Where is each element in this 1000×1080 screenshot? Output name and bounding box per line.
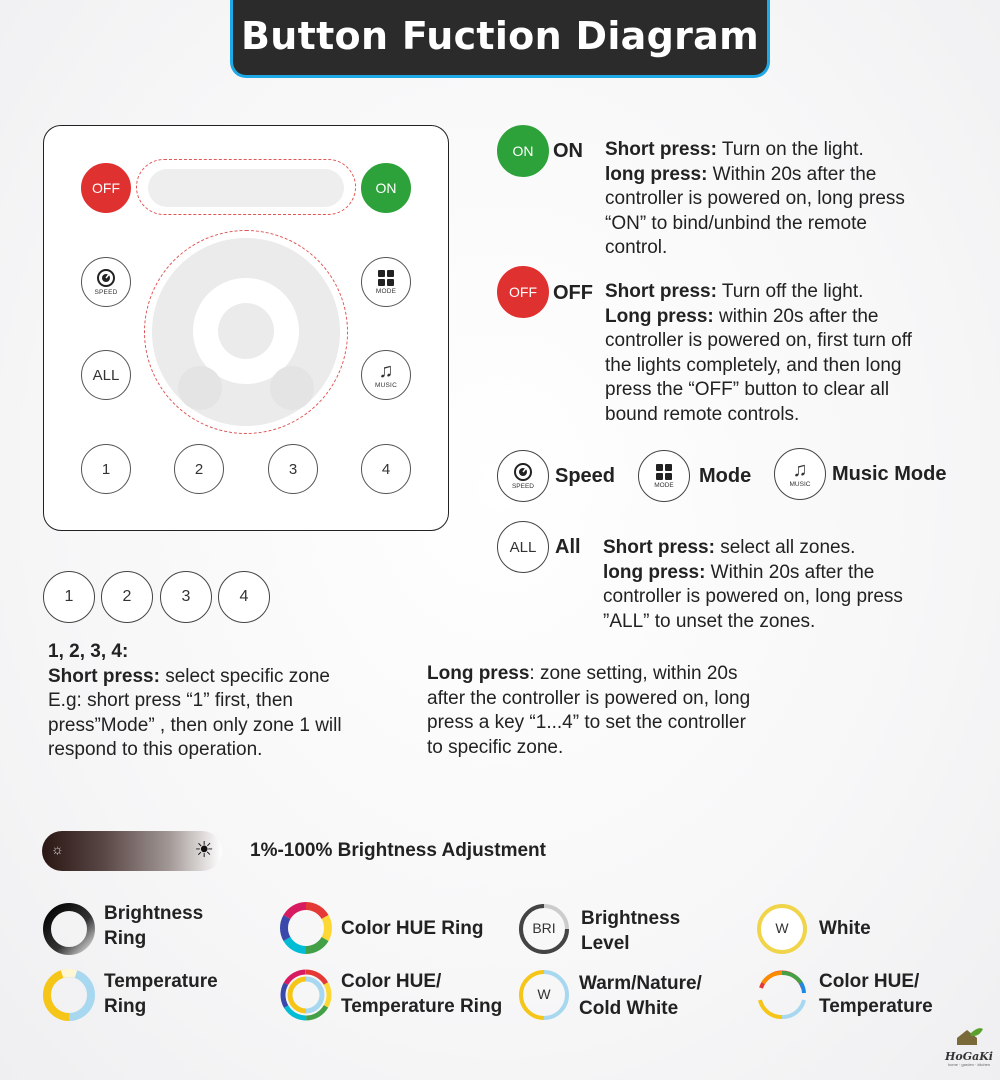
zones-description: [48, 640, 418, 763]
all-button-icon: [497, 521, 549, 573]
zones-long-text: press a key “1...4” to set the controller: [427, 712, 746, 733]
house-leaf-icon: [954, 1026, 984, 1046]
zones-heading: 1, 2, 3, 4:: [48, 641, 129, 662]
remote-control: [43, 125, 449, 531]
brightness-level-icon: [517, 902, 571, 956]
speed-button-icon: [497, 450, 549, 502]
all-description: [603, 536, 993, 634]
on-long-text: “ON” to bind/unbind the remote: [605, 212, 867, 234]
color-hue-temperature-ring-label: [341, 970, 502, 1019]
legend-text: Temperature: [104, 971, 218, 992]
title-banner: [230, 0, 770, 78]
zones-short-text: select specific zone: [159, 665, 330, 687]
zone-2-icon: [101, 571, 153, 623]
zone-label: 3: [181, 588, 191, 605]
remote-music-button[interactable]: [361, 350, 411, 400]
zone-label: 1: [64, 588, 74, 605]
music-note-icon: ♫: [378, 360, 394, 382]
music-tiny-label: MUSIC: [789, 481, 811, 488]
warm-nature-cold-label: [579, 972, 702, 1021]
zone-label: 2: [122, 588, 132, 605]
white-label: White: [819, 918, 871, 939]
off-short-label: Short press:: [605, 281, 717, 302]
off-long-label: Long press:: [605, 305, 714, 327]
legend-text: Color HUE/: [341, 971, 442, 992]
on-short-text: Turn on the light.: [716, 139, 864, 160]
legend-text: Brightness: [581, 908, 681, 929]
brightness-ring-icon: [42, 902, 96, 956]
bri-icon-text: BRI: [532, 920, 556, 936]
all-short-text: select all zones.: [714, 537, 856, 558]
color-hue-temperature-icon: [755, 968, 809, 1022]
off-long-text: bound remote controls.: [605, 403, 800, 425]
speed-icon: [513, 462, 533, 482]
music-note-icon: ♫: [792, 459, 808, 481]
legend-text: Ring: [104, 995, 147, 1017]
on-icon-label: ON: [512, 143, 534, 159]
music-button-icon: [774, 448, 826, 500]
speed-icon: [96, 268, 116, 288]
color-hue-ring-label: Color HUE Ring: [341, 918, 484, 939]
all-long-label: long press:: [603, 561, 706, 583]
brightness-slider[interactable]: [148, 169, 344, 207]
mode-tiny-label: MODE: [654, 482, 674, 489]
brightness-adjustment-label: 1%-100% Brightness Adjustment: [250, 840, 546, 861]
zone-4-icon: [218, 571, 270, 623]
off-long-text: press the “OFF” button to clear all: [605, 379, 890, 400]
brightness-gradient-bar: [42, 831, 222, 871]
zones-long-label: Long press: [427, 663, 530, 684]
remote-zone-4-button[interactable]: [361, 444, 411, 494]
speed-label: Speed: [555, 465, 616, 487]
remote-zone-1-button[interactable]: [81, 444, 131, 494]
off-long-text: the lights completely, and then long: [605, 354, 902, 376]
remote-on-button[interactable]: [361, 163, 411, 213]
remote-zone-label: 4: [381, 460, 391, 478]
legend-text: Temperature: [819, 995, 933, 1017]
on-long-label: long press:: [605, 163, 708, 185]
all-long-text: ”ALL” to unset the zones.: [603, 610, 816, 632]
temperature-ring-icon: [42, 968, 96, 1022]
off-button-icon: [497, 266, 549, 318]
brightness-level-label: [581, 907, 680, 956]
legend-text: Brightness: [104, 903, 204, 924]
on-description: [605, 138, 995, 261]
off-description: [605, 280, 995, 427]
off-long-text: within 20s after the: [713, 305, 879, 327]
on-button-icon: [497, 125, 549, 177]
off-title: OFF: [553, 282, 593, 304]
white-icon-text: W: [775, 920, 789, 936]
remote-mode-button[interactable]: [361, 257, 411, 307]
white-icon: [755, 902, 809, 956]
warm-icon-text: W: [537, 986, 551, 1002]
remote-speed-button[interactable]: [81, 257, 131, 307]
mode-button-icon: [638, 450, 690, 502]
legend-text: Level: [581, 932, 630, 954]
zones-text: respond to this operation.: [48, 739, 263, 760]
on-long-text: controller is powered on, long press: [605, 188, 905, 209]
zones-short-label: Short press:: [48, 665, 160, 687]
remote-mode-label: MODE: [375, 288, 397, 295]
mode-icon: [655, 463, 673, 481]
remote-zone-2-button[interactable]: [174, 444, 224, 494]
remote-zone-label: 3: [288, 460, 298, 478]
legend-text: Color HUE/: [819, 971, 920, 992]
remote-zone-label: 2: [194, 460, 204, 478]
color-wheel[interactable]: [152, 238, 340, 426]
remote-zone-3-button[interactable]: [268, 444, 318, 494]
all-title: All: [555, 536, 581, 558]
zone-1-icon: [43, 571, 95, 623]
remote-off-button[interactable]: [81, 163, 131, 213]
logo-tagline: home · garden · kitchen: [947, 1062, 991, 1067]
temperature-ring-label: [104, 970, 218, 1019]
sun-large-icon: ☀: [194, 837, 214, 862]
zones-long-text: : zone setting, within 20s: [529, 663, 738, 684]
speed-tiny-label: SPEED: [511, 483, 535, 490]
all-icon-label: ALL: [509, 538, 537, 556]
all-short-label: Short press:: [603, 537, 715, 558]
mode-icon: [377, 269, 395, 287]
zone-label: 4: [239, 588, 249, 605]
off-short-text: Turn off the light.: [716, 281, 864, 302]
zones-long-text: after the controller is powered on, long: [427, 687, 751, 709]
music-mode-label: Music Mode: [832, 463, 947, 485]
on-long-text: Within 20s after the: [707, 163, 877, 185]
sun-small-icon: ☼: [51, 841, 64, 857]
remote-music-label: MUSIC: [375, 382, 397, 389]
off-icon-label: OFF: [509, 284, 537, 300]
all-long-text: Within 20s after the: [705, 561, 875, 583]
on-long-text: control.: [605, 237, 668, 258]
zones-text: press”Mode” , then only zone 1 will: [48, 714, 342, 736]
zones-text: E.g: short press “1” first, then: [48, 690, 293, 711]
hogaki-logo: [940, 1026, 998, 1070]
legend-text: Cold White: [579, 997, 679, 1019]
on-title: ON: [553, 140, 583, 162]
color-hue-temperature-ring-icon: [279, 968, 333, 1022]
remote-all-label: ALL: [92, 366, 120, 384]
legend-text: Warm/Nature/: [579, 973, 702, 994]
color-hue-ring-icon: [279, 901, 333, 955]
remote-speed-label: SPEED: [94, 289, 118, 296]
on-short-label: Short press:: [605, 139, 717, 160]
brightness-ring-label: [104, 902, 203, 951]
zones-long-text: to specific zone.: [427, 736, 564, 758]
warm-nature-cold-icon: [517, 968, 571, 1022]
remote-zone-label: 1: [101, 460, 111, 478]
zone-3-icon: [160, 571, 212, 623]
mode-label: Mode: [699, 465, 752, 487]
page-title: Button Fuction Diagram: [241, 13, 759, 58]
legend-text: Temperature Ring: [341, 995, 503, 1017]
zones-long-press-description: [427, 662, 807, 760]
legend-text: Ring: [104, 927, 147, 949]
color-hue-temperature-label: [819, 970, 933, 1019]
remote-on-label: ON: [375, 180, 397, 196]
logo-name: HoGaKi: [945, 1050, 993, 1063]
off-long-text: controller is powered on, first turn off: [605, 330, 912, 351]
remote-off-label: OFF: [92, 180, 120, 196]
remote-all-button[interactable]: [81, 350, 131, 400]
all-long-text: controller is powered on, long press: [603, 586, 903, 607]
